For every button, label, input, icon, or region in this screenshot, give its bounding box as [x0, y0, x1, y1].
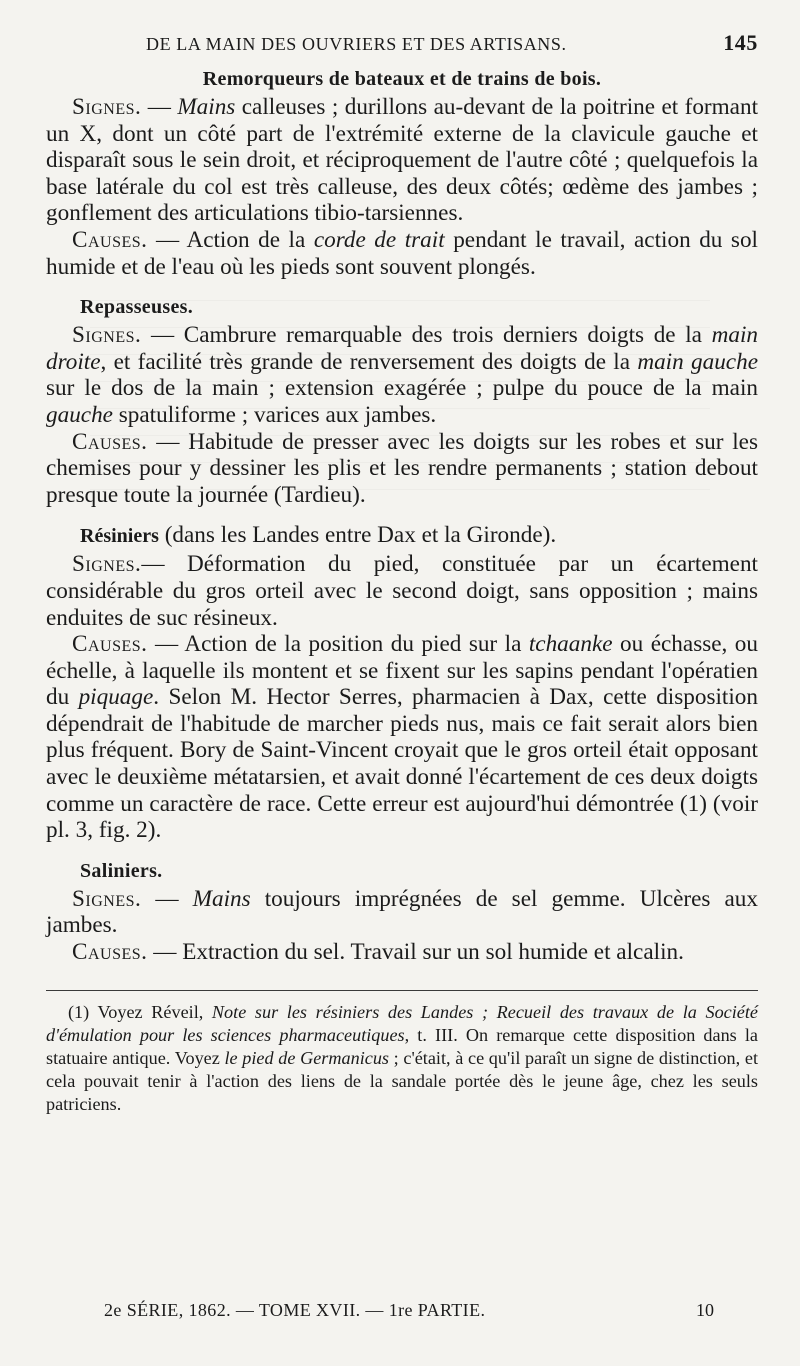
page-number: 145	[723, 30, 758, 55]
footnote-divider	[46, 990, 758, 991]
signes-label: Signes.	[72, 551, 142, 578]
section-heading-remorqueurs: Remorqueurs de bateaux et de trains de bois.	[202, 68, 602, 90]
causes-resiniers: Causes. — Action de la position du pied sur la tchaanke ou échasse, ou échelle, à laquelle ils montent et se fixent sur les sapins pendant l'opératien du piquage. Selon M. Hector Serres, pharmacien à Dax, cette disposition dépendrait de l'habitude de marcher pieds nus, mais ce fait serait alors bien plus fréquent. Bory de Saint-Vincent croyait que le gros orteil était opposant avec le deuxième métatarsien, et avait donné l'écartement de ces deux doigts comme un caractère de race. Cette erreur est aujourd'hui démontrée (1) (voir pl. 3, fig. 2).	[46, 631, 758, 844]
signes-saliniers: Signes. — Mains toujours imprégnées de sel gemme. Ulcères aux jambes.	[46, 885, 758, 939]
causes-label: Causes.	[72, 631, 148, 658]
signes-label: Signes.	[72, 322, 142, 349]
running-head	[46, 30, 758, 64]
footnote: (1) Voyez Réveil, Note sur les résiniers des Landes ; Recueil des travaux de la Société d'émulation pour les sciences pharmaceutiques, t. III. On remarque cette disposition dans la statuaire antique. Voyez le pied de Germanicus ; c'était, à ce qu'il paraît un signe de distinction, et cela pouvait tenir à l'action des liens de la sandale portée dès le jeune âge, chez les seuls patriciens.	[46, 1001, 758, 1114]
causes-saliniers: Causes. — Extraction du sel. Travail sur un sol humide et alcalin.	[72, 939, 684, 966]
book-page	[46, 30, 758, 1116]
printer-signature: 2e SÉRIE, 1862. — TOME XVII. — 1re PARTIE.	[104, 1300, 486, 1320]
sheet-number: 10	[696, 1300, 714, 1320]
section-heading-resiniers: Résiniers (dans les Landes entre Dax et la Gironde).	[80, 522, 557, 549]
section-heading-repasseuses: Repasseuses.	[80, 296, 194, 319]
signes-remorqueurs: Signes. — Mains calleuses ; durillons au-devant de la poitrine et formant un X, dont un côté part de l'extrémité externe de la clavicule gauche et disparaît sous le sein droit, et réciproquement de l'autre côté ; quelquefois la base latérale du col est très calleuse, des deux côtés; œdème des jambes ; gonflement des articulations tibio-tarsiennes.	[46, 94, 759, 227]
causes-label: Causes.	[72, 428, 148, 455]
signes-label: Signes.	[72, 885, 142, 912]
causes-label: Causes.	[72, 226, 148, 253]
causes-remorqueurs: Causes. — Action de la corde de trait pendant le travail, action du sol humide et de l'eau où les pieds sont souvent plongés.	[46, 226, 758, 280]
signes-label: Signes.	[72, 94, 142, 120]
page-footer	[104, 1300, 714, 1321]
causes-label: Causes.	[72, 939, 148, 966]
causes-repasseuses: Causes. — Habitude de presser avec les doigts sur les robes et sur les chemises pour y dessiner les plis et les rendre permanents ; station debout presque toute la journée (Tardieu).	[46, 428, 758, 508]
section-heading-saliniers: Saliniers.	[80, 859, 163, 882]
running-title: DE LA MAIN DES OUVRIERS ET DES ARTISANS.	[146, 34, 567, 54]
signes-repasseuses: Signes. — Cambrure remarquable des trois derniers doigts de la main droite, et facilité très grande de renversement des doigts de la main gauche sur le dos de la main ; extension exagérée ; pulpe du pouce de la main gauche spatuliforme ; varices aux jambes.	[46, 322, 758, 428]
signes-resiniers: Signes.— Déformation du pied, constituée par un écartement considérable du gros orteil avec le second doigt, sans opposition ; mains enduites de suc résineux.	[46, 551, 758, 631]
